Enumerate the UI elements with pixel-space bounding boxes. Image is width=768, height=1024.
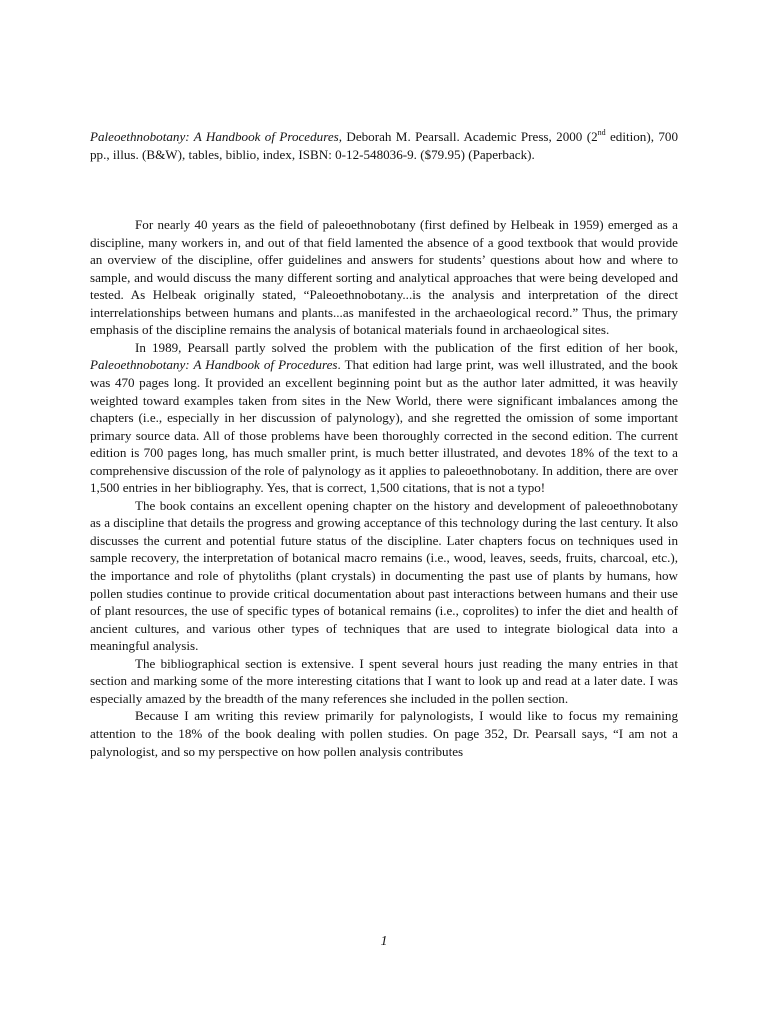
book-citation xyxy=(90,128,678,163)
paragraph-3: The book contains an excellent opening chapter on the history and development of paleoethnobotany as a discipline that details the progress and growing acceptance of this technology during the last century. It also discusses the current and potential future status of the discipline. Later chapters focus on techniques used in sample recovery, the interpretation of botanical macro remains (i.e., wood, leaves, seeds, fruits, charcoal, etc.), the importance and role of phytoliths (plant crystals) in documenting the past use of plants by humans, how pollen studies continue to provide critical documentation about past interactions between humans and their use of plant resources, the use of specific types of botanical remains (i.e., coprolites) to infer the diet and health of ancient cultures, and various other types of techniques that are used to integrate biological data into a meaningful analysis. xyxy=(90,497,678,654)
paragraph-2 xyxy=(90,339,678,497)
document-page xyxy=(90,128,678,760)
paragraph-1: For nearly 40 years as the field of paleoethnobotany (first defined by Helbeak in 1959) emerged as a discipline, many workers in, and out of that field lamented the absence of a good textbook that would provide an overview of the discipline, offer guidelines and answers for students’ questions about how and where to sample, and would discuss the many different sorting and analytical approaches that were being developed and tested. As Helbeak originally stated, “Paleoethnobotany...is the analysis and interpretation of the direct interrelationships between humans and plants...as manifested in the archaeological record.” Thus, the primary emphasis of the discipline remains the analysis of botanical materials found in archaeological sites. xyxy=(90,217,678,338)
paragraph-2-book-title: Paleoethnobotany: A Handbook of Procedures xyxy=(90,357,338,373)
review-body xyxy=(90,216,678,760)
book-title: Paleoethnobotany: A Handbook of Procedures, xyxy=(90,129,342,144)
paragraph-2-rest: . That edition had large print, was well illustrated, and the book was 470 pages long. It provided an excellent beginning point but as the author later admitted, it was heavily weighted toward examples taken from sites in the New World, there were significant imbalances among the chapters (i.e., especially in her discussion of palynology), and she regretted the omission of some important primary source data. All of those problems have been thoroughly corrected in the second edition. The current edition is 700 pages long, has much smaller print, is much better illustrated, and devotes 18% of the text to a comprehensive discussion of the role of palynology as it applies to paleoethnobotany. In addition, there are over 1,500 entries in her bibliography. Yes, that is correct, 1,500 citations, that is not a typo! xyxy=(90,357,678,496)
citation-details-a: Deborah M. Pearsall. Academic Press, 2000 (2 xyxy=(342,129,598,144)
edition-superscript: nd xyxy=(597,127,606,137)
paragraph-2-lead: In 1989, Pearsall partly solved the problem with the publication of the first edition of her book, xyxy=(135,339,678,355)
paragraph-5: Because I am writing this review primarily for palynologists, I would like to focus my remaining attention to the 18% of the book dealing with pollen studies. On page 352, Dr. Pearsall says, “I am not a palynologist, and so my perspective on how pollen analysis contributes xyxy=(90,708,678,759)
citation-details-b: edition), 700 pp., illus. (B&W), tables, biblio, index, ISBN: 0-12-548036-9. ($79.95) (Paperback). xyxy=(90,129,678,162)
paragraph-4: The bibliographical section is extensive. I spent several hours just reading the many entries in that section and marking some of the more interesting citations that I want to look up and read at a later date. I was especially amazed by the breadth of the many references she included in the pollen section. xyxy=(90,655,678,706)
page-number: 1 xyxy=(380,934,388,949)
